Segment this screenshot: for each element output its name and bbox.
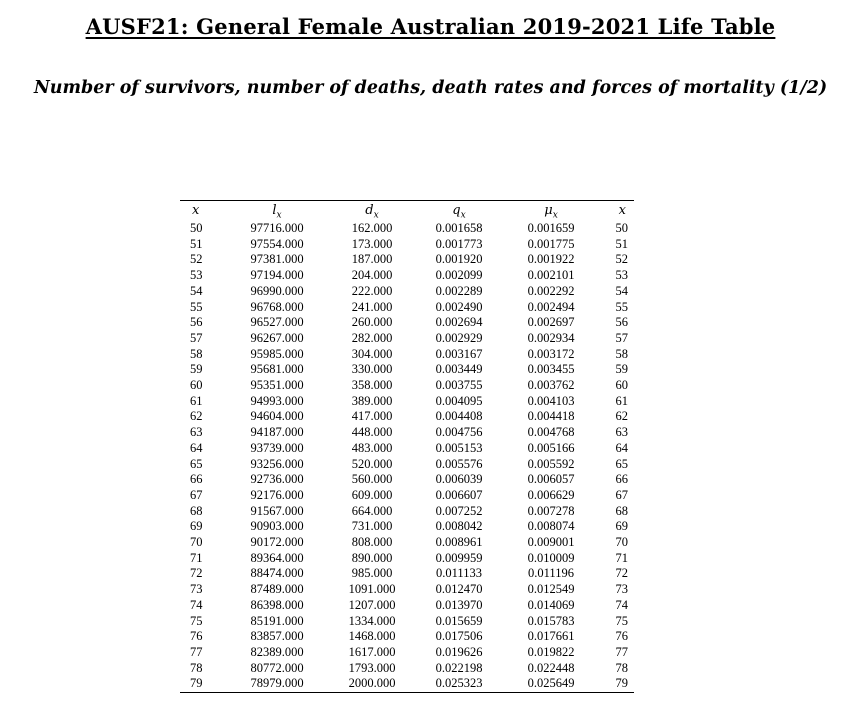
death-rate-cell: 0.002929	[435, 330, 483, 345]
age-cell: 75	[190, 613, 203, 628]
deaths-cell: 187.000	[351, 252, 393, 267]
force-of-mortality-cell: 0.014069	[527, 597, 575, 612]
age-cell: 58	[190, 346, 203, 361]
deaths-cell: 1091.000	[348, 582, 396, 597]
age-cell-right: 68	[615, 503, 628, 518]
table-row	[180, 409, 634, 425]
table-row	[180, 237, 634, 253]
deaths-cell: 1617.000	[348, 644, 396, 659]
header-row	[180, 201, 634, 221]
age-cell: 78	[190, 660, 203, 675]
age-cell-right: 51	[615, 236, 628, 251]
death-rate-cell: 0.003449	[435, 362, 483, 377]
survivors-cell: 97381.000	[250, 252, 304, 267]
header-qx-subscript: x	[460, 211, 466, 221]
death-rate-cell: 0.006607	[435, 487, 483, 502]
death-rate-cell: 0.004408	[435, 409, 483, 424]
age-cell-right: 76	[615, 629, 628, 644]
header-mux	[510, 201, 592, 221]
table-row	[180, 457, 634, 473]
death-rate-cell: 0.007252	[435, 503, 483, 518]
age-cell-right: 77	[615, 644, 628, 659]
life-table-grid	[180, 201, 634, 692]
deaths-cell: 985.000	[351, 566, 393, 581]
age-cell: 67	[190, 487, 203, 502]
age-cell: 54	[190, 283, 203, 298]
header-x-right-symbol: x	[618, 203, 626, 219]
header-x-right	[592, 201, 634, 221]
table-row	[180, 566, 634, 582]
survivors-cell: 90172.000	[250, 535, 304, 550]
table-row	[180, 598, 634, 614]
survivors-cell: 90903.000	[250, 519, 304, 534]
force-of-mortality-cell: 0.002292	[527, 283, 575, 298]
death-rate-cell: 0.004095	[435, 393, 483, 408]
table-row	[180, 347, 634, 363]
age-cell-right: 53	[615, 268, 628, 283]
death-rate-cell: 0.025323	[435, 676, 483, 691]
death-rate-cell: 0.003167	[435, 346, 483, 361]
table-row	[180, 252, 634, 268]
deaths-cell: 1468.000	[348, 629, 396, 644]
death-rate-cell: 0.013970	[435, 597, 483, 612]
death-rate-cell: 0.009959	[435, 550, 483, 565]
death-rate-cell: 0.017506	[435, 629, 483, 644]
age-cell: 76	[190, 629, 203, 644]
deaths-cell: 560.000	[351, 472, 393, 487]
force-of-mortality-cell: 0.002101	[527, 268, 575, 283]
death-rate-cell: 0.005153	[435, 440, 483, 455]
survivors-cell: 96990.000	[250, 283, 304, 298]
table-row	[180, 268, 634, 284]
table-row	[180, 394, 634, 410]
death-rate-cell: 0.002099	[435, 268, 483, 283]
death-rate-cell: 0.001658	[435, 221, 483, 235]
survivors-cell: 78979.000	[250, 676, 304, 691]
age-cell-right: 78	[615, 660, 628, 675]
age-cell-right: 57	[615, 330, 628, 345]
force-of-mortality-cell: 0.007278	[527, 503, 575, 518]
age-cell-right: 73	[615, 582, 628, 597]
force-of-mortality-cell: 0.003762	[527, 378, 575, 393]
deaths-cell: 1334.000	[348, 613, 396, 628]
survivors-cell: 96768.000	[250, 299, 304, 314]
age-cell: 74	[190, 597, 203, 612]
survivors-cell: 91567.000	[250, 503, 304, 518]
age-cell-right: 58	[615, 346, 628, 361]
age-cell: 56	[190, 315, 203, 330]
table-row	[180, 519, 634, 535]
age-cell-right: 75	[615, 613, 628, 628]
force-of-mortality-cell: 0.015783	[527, 613, 575, 628]
table-row	[180, 284, 634, 300]
death-rate-cell: 0.015659	[435, 613, 483, 628]
survivors-cell: 83857.000	[250, 629, 304, 644]
force-of-mortality-cell: 0.011196	[528, 566, 574, 581]
age-cell: 66	[190, 472, 203, 487]
survivors-cell: 96527.000	[250, 315, 304, 330]
header-dx-subscript: x	[373, 211, 379, 221]
deaths-cell: 1207.000	[348, 597, 396, 612]
header-lx	[218, 201, 336, 221]
table-row	[180, 614, 634, 630]
header-dx-symbol: d	[365, 203, 374, 219]
force-of-mortality-cell: 0.006629	[527, 487, 575, 502]
table-row	[180, 472, 634, 488]
age-cell: 52	[190, 252, 203, 267]
header-x	[180, 201, 218, 221]
age-cell: 57	[190, 330, 203, 345]
age-cell: 55	[190, 299, 203, 314]
header-mux-symbol: μ	[544, 203, 553, 219]
survivors-cell: 93256.000	[250, 456, 304, 471]
deaths-cell: 389.000	[351, 393, 393, 408]
header-x-symbol: x	[192, 203, 200, 219]
age-cell-right: 56	[615, 315, 628, 330]
deaths-cell: 173.000	[351, 236, 393, 251]
age-cell: 70	[190, 535, 203, 550]
survivors-cell: 94993.000	[250, 393, 304, 408]
survivors-cell: 97716.000	[250, 221, 304, 235]
force-of-mortality-cell: 0.002494	[527, 299, 575, 314]
table-row	[180, 629, 634, 645]
table-row	[180, 441, 634, 457]
deaths-cell: 1793.000	[348, 660, 396, 675]
age-cell: 53	[190, 268, 203, 283]
death-rate-cell: 0.003755	[435, 378, 483, 393]
deaths-cell: 282.000	[351, 330, 393, 345]
force-of-mortality-cell: 0.019822	[527, 644, 575, 659]
survivors-cell: 80772.000	[250, 660, 304, 675]
death-rate-cell: 0.012470	[435, 582, 483, 597]
age-cell: 65	[190, 456, 203, 471]
header-lx-subscript: x	[276, 211, 282, 221]
deaths-cell: 358.000	[351, 378, 393, 393]
age-cell-right: 71	[615, 550, 628, 565]
deaths-cell: 417.000	[351, 409, 393, 424]
age-cell-right: 79	[615, 676, 628, 691]
force-of-mortality-cell: 0.003455	[527, 362, 575, 377]
header-lx-symbol: l	[272, 203, 277, 219]
survivors-cell: 85191.000	[250, 613, 304, 628]
age-cell-right: 74	[615, 597, 628, 612]
survivors-cell: 82389.000	[250, 644, 304, 659]
deaths-cell: 260.000	[351, 315, 393, 330]
age-cell: 68	[190, 503, 203, 518]
deaths-cell: 2000.000	[348, 676, 396, 691]
deaths-cell: 890.000	[351, 550, 393, 565]
death-rate-cell: 0.001920	[435, 252, 483, 267]
force-of-mortality-cell: 0.001775	[527, 236, 575, 251]
table-row	[180, 425, 634, 441]
force-of-mortality-cell: 0.003172	[527, 346, 575, 361]
age-cell-right: 63	[615, 425, 628, 440]
header-dx	[336, 201, 408, 221]
table-row	[180, 661, 634, 677]
survivors-cell: 97554.000	[250, 236, 304, 251]
deaths-cell: 731.000	[351, 519, 393, 534]
deaths-cell: 304.000	[351, 346, 393, 361]
survivors-cell: 92176.000	[250, 487, 304, 502]
survivors-cell: 96267.000	[250, 330, 304, 345]
force-of-mortality-cell: 0.017661	[527, 629, 575, 644]
age-cell: 51	[190, 236, 203, 251]
death-rate-cell: 0.002289	[435, 283, 483, 298]
age-cell-right: 61	[615, 393, 628, 408]
age-cell-right: 69	[615, 519, 628, 534]
force-of-mortality-cell: 0.001922	[527, 252, 575, 267]
table-row	[180, 551, 634, 567]
age-cell: 50	[190, 221, 203, 235]
force-of-mortality-cell: 0.025649	[527, 676, 575, 691]
age-cell: 69	[190, 519, 203, 534]
force-of-mortality-cell: 0.002697	[527, 315, 575, 330]
age-cell-right: 67	[615, 487, 628, 502]
table-row	[180, 535, 634, 551]
header-mux-subscript: x	[552, 211, 558, 221]
age-cell: 63	[190, 425, 203, 440]
age-cell-right: 72	[615, 566, 628, 581]
age-cell-right: 59	[615, 362, 628, 377]
deaths-cell: 162.000	[351, 221, 393, 235]
table-row	[180, 504, 634, 520]
age-cell-right: 50	[615, 221, 628, 235]
force-of-mortality-cell: 0.005592	[527, 456, 575, 471]
force-of-mortality-cell: 0.001659	[527, 221, 575, 235]
age-cell-right: 55	[615, 299, 628, 314]
death-rate-cell: 0.019626	[435, 644, 483, 659]
age-cell: 79	[190, 676, 203, 691]
table-row	[180, 676, 634, 692]
table-row	[180, 488, 634, 504]
survivors-cell: 94187.000	[250, 425, 304, 440]
header-qx-symbol: q	[452, 203, 461, 219]
death-rate-cell: 0.008961	[435, 535, 483, 550]
deaths-cell: 330.000	[351, 362, 393, 377]
page-title	[0, 14, 861, 39]
table-row	[180, 331, 634, 347]
deaths-cell: 222.000	[351, 283, 393, 298]
table-subtitle: Number of survivors, number of deaths, death rates and forces of mortality (1/2)	[33, 78, 828, 98]
death-rate-cell: 0.002694	[435, 315, 483, 330]
force-of-mortality-cell: 0.022448	[527, 660, 575, 675]
survivors-cell: 89364.000	[250, 550, 304, 565]
deaths-cell: 448.000	[351, 425, 393, 440]
death-rate-cell: 0.008042	[435, 519, 483, 534]
deaths-cell: 483.000	[351, 440, 393, 455]
age-cell-right: 65	[615, 456, 628, 471]
death-rate-cell: 0.004756	[435, 425, 483, 440]
death-rate-cell: 0.006039	[435, 472, 483, 487]
force-of-mortality-cell: 0.004768	[527, 425, 575, 440]
deaths-cell: 241.000	[351, 299, 393, 314]
force-of-mortality-cell: 0.010009	[527, 550, 575, 565]
age-cell: 77	[190, 644, 203, 659]
survivors-cell: 92736.000	[250, 472, 304, 487]
deaths-cell: 808.000	[351, 535, 393, 550]
survivors-cell: 95681.000	[250, 362, 304, 377]
survivors-cell: 87489.000	[250, 582, 304, 597]
table-row	[180, 645, 634, 661]
age-cell: 60	[190, 378, 203, 393]
death-rate-cell: 0.002490	[435, 299, 483, 314]
age-cell-right: 70	[615, 535, 628, 550]
force-of-mortality-cell: 0.008074	[527, 519, 575, 534]
age-cell: 64	[190, 440, 203, 455]
force-of-mortality-cell: 0.004418	[527, 409, 575, 424]
age-cell: 59	[190, 362, 203, 377]
force-of-mortality-cell: 0.009001	[527, 535, 575, 550]
deaths-cell: 204.000	[351, 268, 393, 283]
survivors-cell: 88474.000	[250, 566, 304, 581]
age-cell: 73	[190, 582, 203, 597]
age-cell-right: 54	[615, 283, 628, 298]
age-cell-right: 62	[615, 409, 628, 424]
survivors-cell: 93739.000	[250, 440, 304, 455]
age-cell: 62	[190, 409, 203, 424]
table-row	[180, 221, 634, 237]
deaths-cell: 664.000	[351, 503, 393, 518]
page-title-text: AUSF21: General Female Australian 2019-2021 Life Table	[85, 14, 776, 39]
table-row	[180, 582, 634, 598]
deaths-cell: 609.000	[351, 487, 393, 502]
survivors-cell: 86398.000	[250, 597, 304, 612]
death-rate-cell: 0.001773	[435, 236, 483, 251]
force-of-mortality-cell: 0.002934	[527, 330, 575, 345]
force-of-mortality-cell: 0.006057	[527, 472, 575, 487]
header-qx	[408, 201, 510, 221]
age-cell-right: 64	[615, 440, 628, 455]
age-cell: 61	[190, 393, 203, 408]
survivors-cell: 95985.000	[250, 346, 304, 361]
death-rate-cell: 0.022198	[435, 660, 483, 675]
table-row	[180, 315, 634, 331]
force-of-mortality-cell: 0.012549	[527, 582, 575, 597]
survivors-cell: 97194.000	[250, 268, 304, 283]
table-row	[180, 300, 634, 316]
death-rate-cell: 0.005576	[435, 456, 483, 471]
table-bottom-rule	[180, 692, 634, 693]
survivors-cell: 95351.000	[250, 378, 304, 393]
age-cell: 71	[190, 550, 203, 565]
table-row	[180, 362, 634, 378]
survivors-cell: 94604.000	[250, 409, 304, 424]
age-cell-right: 66	[615, 472, 628, 487]
death-rate-cell: 0.011133	[436, 566, 482, 581]
table-body	[180, 221, 634, 692]
age-cell: 72	[190, 566, 203, 581]
age-cell-right: 60	[615, 378, 628, 393]
life-table	[180, 200, 634, 693]
force-of-mortality-cell: 0.005166	[527, 440, 575, 455]
age-cell-right: 52	[615, 252, 628, 267]
force-of-mortality-cell: 0.004103	[527, 393, 575, 408]
table-row	[180, 378, 634, 394]
deaths-cell: 520.000	[351, 456, 393, 471]
